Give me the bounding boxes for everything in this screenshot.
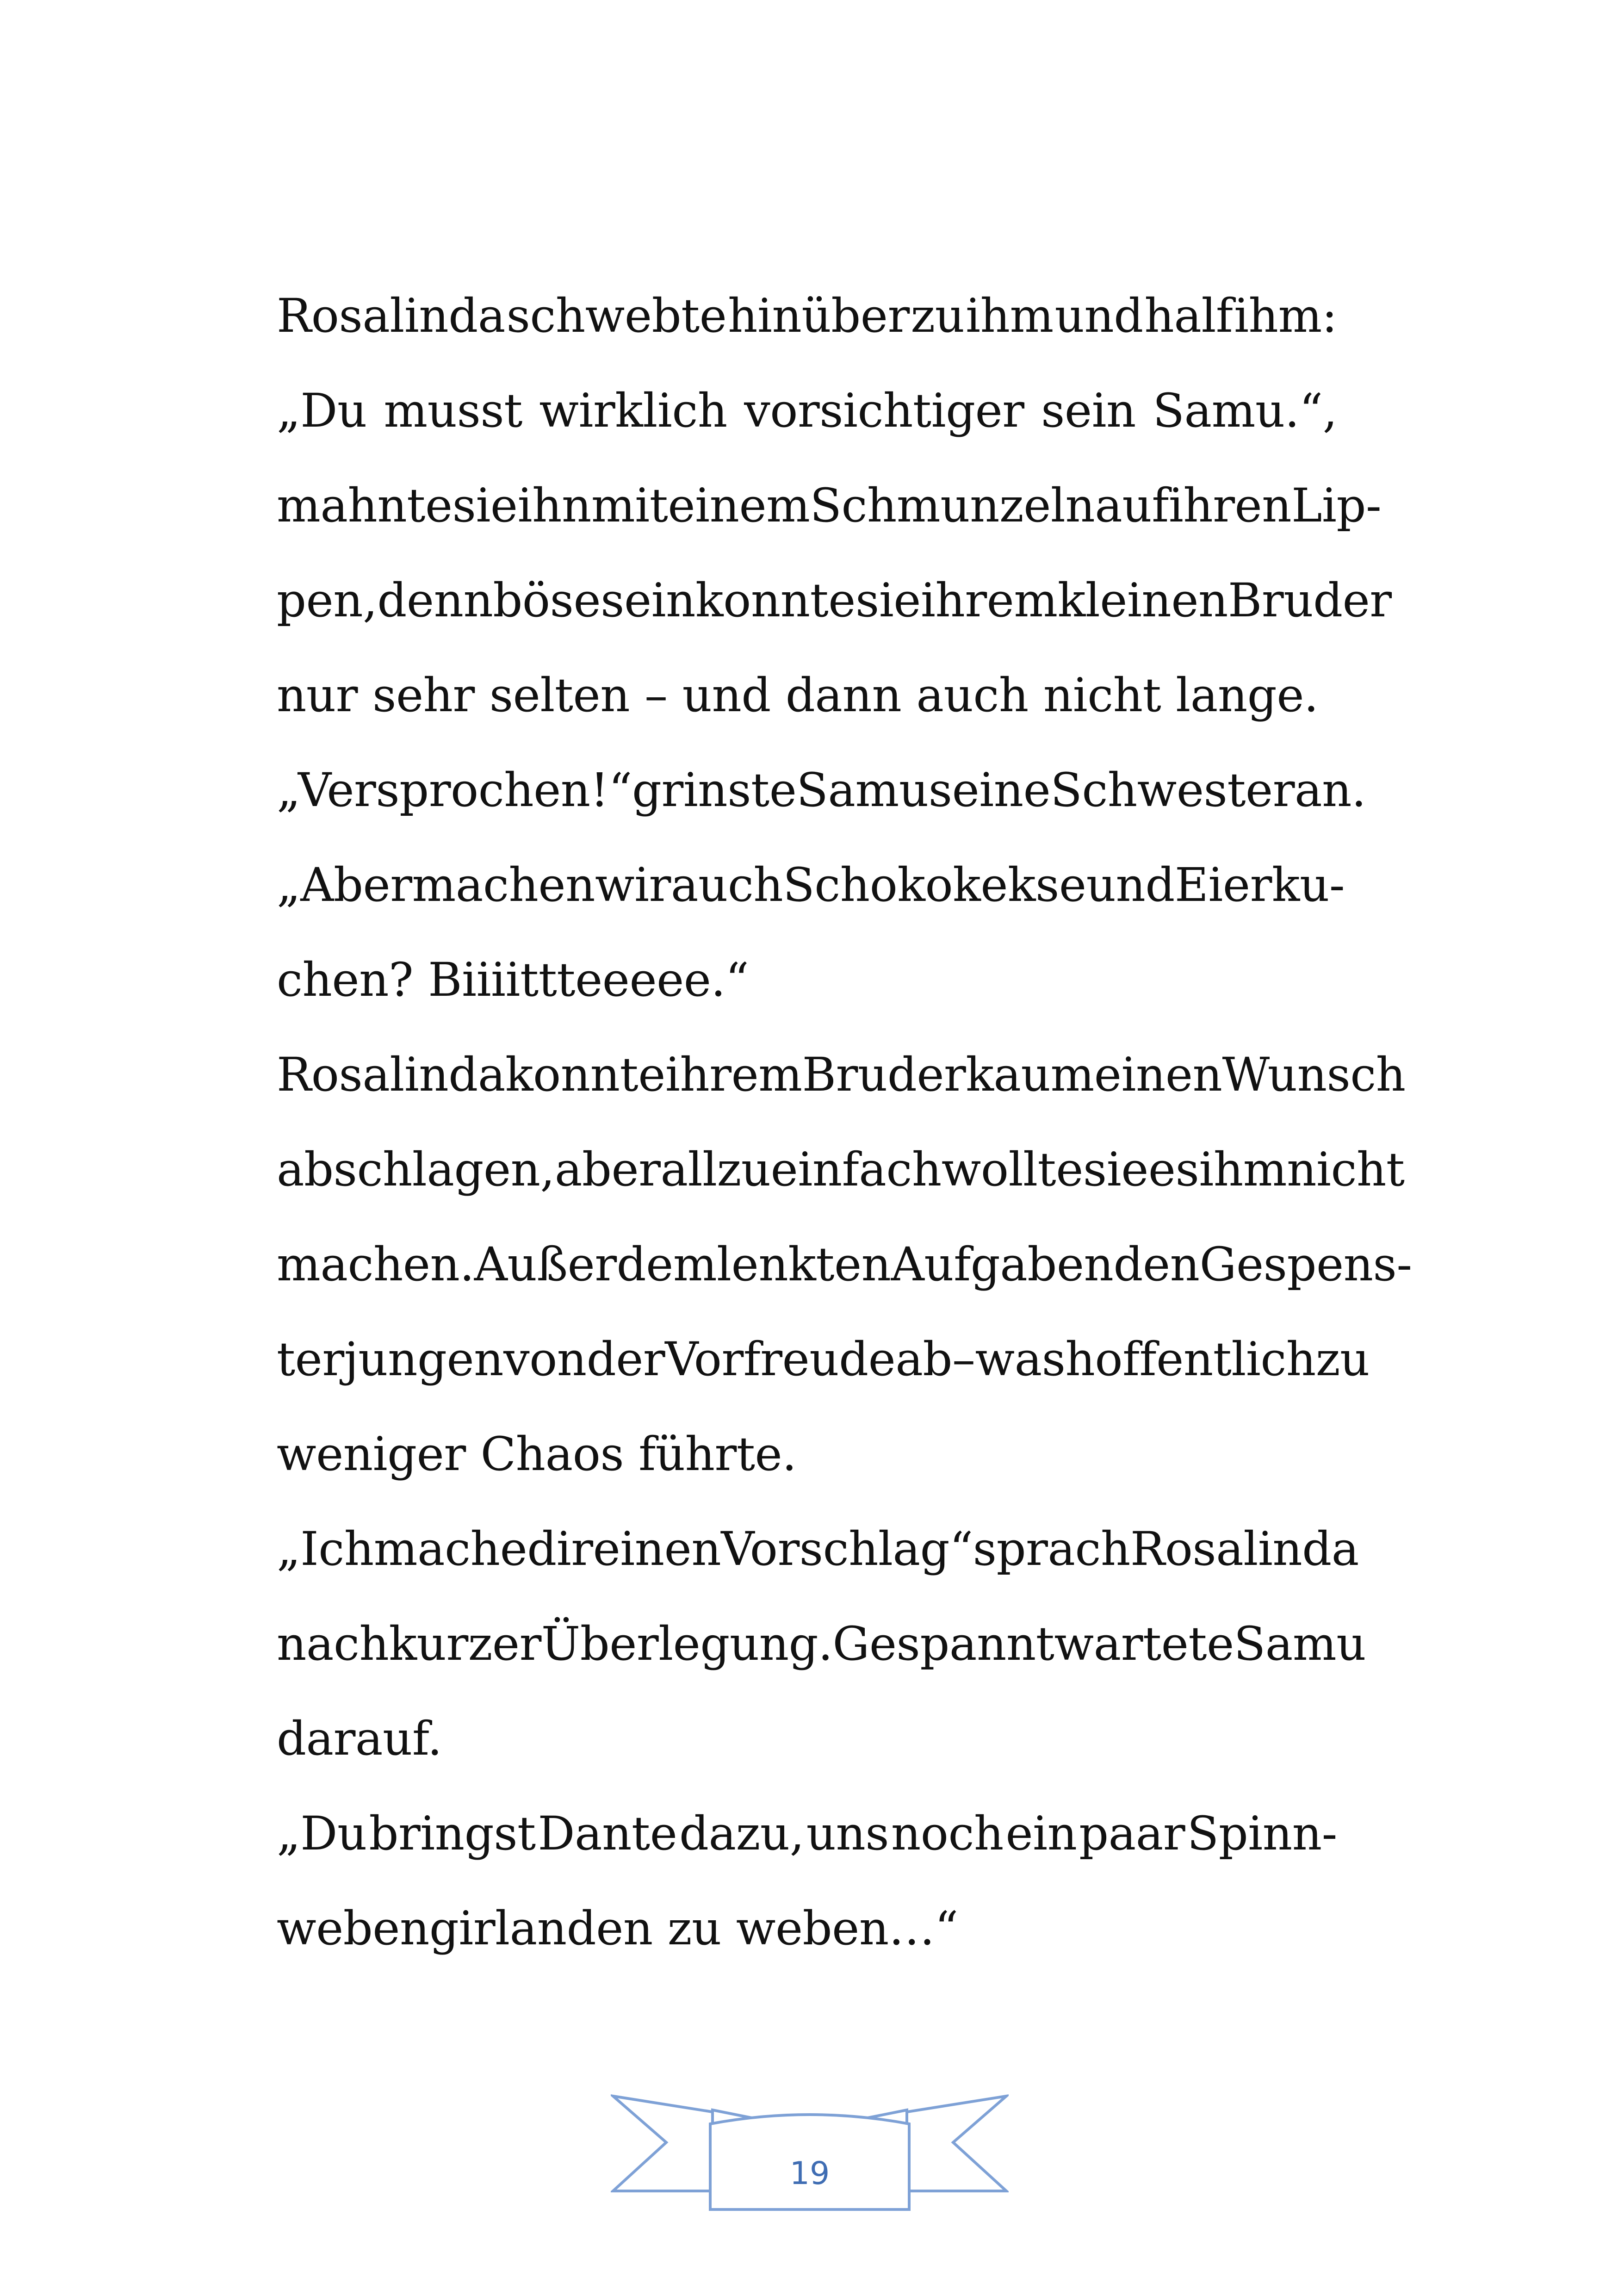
word: ihn [517, 478, 591, 533]
word: abschlagen, [277, 1142, 555, 1197]
word: hinüber [728, 289, 910, 343]
text-line [277, 932, 1337, 1027]
word: noch [891, 1806, 1004, 1861]
word: kaum [966, 1048, 1094, 1102]
text-line [277, 1881, 1337, 1976]
word: dir [527, 1522, 593, 1576]
word: einfach [770, 1142, 942, 1197]
word: Vorfreude [665, 1332, 896, 1386]
word: Vorschlag“ [721, 1522, 973, 1576]
word: vorsichtiger [744, 384, 1024, 438]
word: sie [452, 478, 518, 533]
text-line [277, 1596, 1366, 1691]
word: und [682, 668, 771, 722]
word: Chaos [480, 1427, 624, 1481]
word: „Ich [277, 1522, 374, 1576]
word: sehr [372, 668, 475, 722]
word: den [1113, 1237, 1200, 1291]
word: dann [785, 668, 902, 722]
word: „Aber [277, 858, 412, 912]
word: Gespannt [832, 1617, 1054, 1671]
text-line [277, 1122, 1405, 1217]
word: führte. [639, 1427, 797, 1481]
word: Schokokekse [783, 858, 1086, 912]
word: Samu [1234, 1617, 1366, 1671]
word: terjungen [277, 1332, 504, 1386]
word: half [1144, 289, 1233, 343]
word: auf [1095, 478, 1169, 533]
word: zu [911, 289, 965, 343]
word: ihrem [665, 1048, 802, 1102]
text-line [277, 1407, 1337, 1502]
body-text [277, 268, 1412, 1976]
word: Rosalinda [1130, 1522, 1359, 1576]
word: nicht [1043, 668, 1161, 722]
text-line [277, 1786, 1337, 1881]
word: mache [373, 1522, 527, 1576]
text-line [277, 743, 1366, 838]
word: nach [277, 1617, 389, 1671]
word: Außerdem [474, 1237, 717, 1291]
word: an. [1295, 763, 1366, 817]
word: seine [928, 763, 1051, 817]
word: auch [916, 668, 1029, 722]
word: ein [1005, 1806, 1077, 1861]
word: was [975, 1332, 1066, 1386]
word: Eierku- [1174, 858, 1345, 912]
word: paar [1079, 1806, 1185, 1861]
word: nur [277, 668, 358, 722]
text-line [277, 268, 1337, 363]
word: „Du [277, 384, 367, 438]
word: musst [384, 384, 522, 438]
word: Aufgaben [891, 1237, 1114, 1291]
text-line [277, 1502, 1359, 1596]
word: ihm: [1234, 289, 1337, 343]
word: böse [493, 573, 601, 627]
word: sein [1041, 384, 1136, 438]
word: ab [895, 1332, 952, 1386]
word: sie [855, 573, 921, 627]
word: hoffentlich [1065, 1332, 1316, 1386]
word: einen [1094, 1048, 1222, 1102]
word: aber [554, 1142, 661, 1197]
word: „Du [277, 1806, 367, 1861]
text-line [277, 1027, 1406, 1122]
word: ihren [1168, 478, 1292, 533]
word: Bruder [1227, 573, 1392, 627]
word: allzu [660, 1142, 771, 1197]
word: weben…“ [736, 1901, 958, 1955]
text-line [277, 458, 1382, 553]
word: Schwester [1050, 763, 1295, 817]
word: wartete [1054, 1617, 1234, 1671]
word: selten [489, 668, 630, 722]
text-line [277, 838, 1345, 932]
word: Gespens- [1199, 1237, 1412, 1291]
word: machen [412, 858, 595, 912]
word: nicht [1287, 1142, 1405, 1197]
word: kleinen [1057, 573, 1228, 627]
word: lenkten [717, 1237, 891, 1291]
word: Samu.“, [1153, 384, 1337, 438]
text-line [277, 553, 1392, 648]
word: darauf. [277, 1712, 442, 1766]
word: mit [591, 478, 668, 533]
word: und [1086, 858, 1175, 912]
page-number: 19 [789, 2155, 830, 2192]
word: dazu, [679, 1806, 804, 1861]
word: – [645, 668, 668, 722]
word: pen, [277, 573, 378, 627]
word: uns [806, 1806, 889, 1861]
word: Schmunzeln [810, 478, 1095, 533]
text-line [277, 1312, 1370, 1407]
word: und [1054, 289, 1143, 343]
word: zu [667, 1901, 721, 1955]
word: Biiiittteeeee.“ [428, 953, 749, 1007]
word: schwebte [506, 289, 727, 343]
word: grinste [632, 763, 797, 817]
word: Bruder [802, 1048, 966, 1102]
word: denn [377, 573, 493, 627]
text-line [277, 363, 1337, 458]
text-line [277, 1691, 1337, 1786]
word: webengirlanden [277, 1901, 653, 1955]
word: der [586, 1332, 665, 1386]
word: ihm [966, 289, 1054, 343]
word: Wunsch [1222, 1048, 1406, 1102]
word: zu [1315, 1332, 1370, 1386]
word: sein [601, 573, 696, 627]
word: mahnte [277, 478, 453, 533]
word: lange. [1176, 668, 1319, 722]
word: kurzer [389, 1617, 541, 1671]
text-line [277, 648, 1337, 743]
word: einem [668, 478, 810, 533]
word: Überlegung. [541, 1617, 833, 1671]
word: machen. [277, 1237, 474, 1291]
word: Rosalinda [277, 289, 505, 343]
word: ihrem [920, 573, 1058, 627]
word: es [1148, 1142, 1199, 1197]
word: weniger [277, 1427, 466, 1481]
word: Samu [796, 763, 929, 817]
word: konnte [695, 573, 855, 627]
word: sie [1083, 1142, 1148, 1197]
word: auch [670, 858, 783, 912]
word: konnte [505, 1048, 665, 1102]
page-number-banner [611, 2091, 1009, 2216]
word: von [503, 1332, 587, 1386]
word: „Versprochen!“ [277, 763, 632, 817]
word: einen [593, 1522, 721, 1576]
word: chen? [277, 953, 414, 1007]
word: wollte [941, 1142, 1083, 1197]
word: – [952, 1332, 975, 1386]
word: Rosalinda [277, 1048, 505, 1102]
text-line [277, 1217, 1412, 1312]
word: Dante [538, 1806, 677, 1861]
word: ihm [1199, 1142, 1287, 1197]
word: bringst [369, 1806, 536, 1861]
word: Spinn- [1187, 1806, 1337, 1861]
word: Lip- [1291, 478, 1382, 533]
word: wirklich [539, 384, 727, 438]
word: wir [595, 858, 671, 912]
word: sprach [973, 1522, 1130, 1576]
